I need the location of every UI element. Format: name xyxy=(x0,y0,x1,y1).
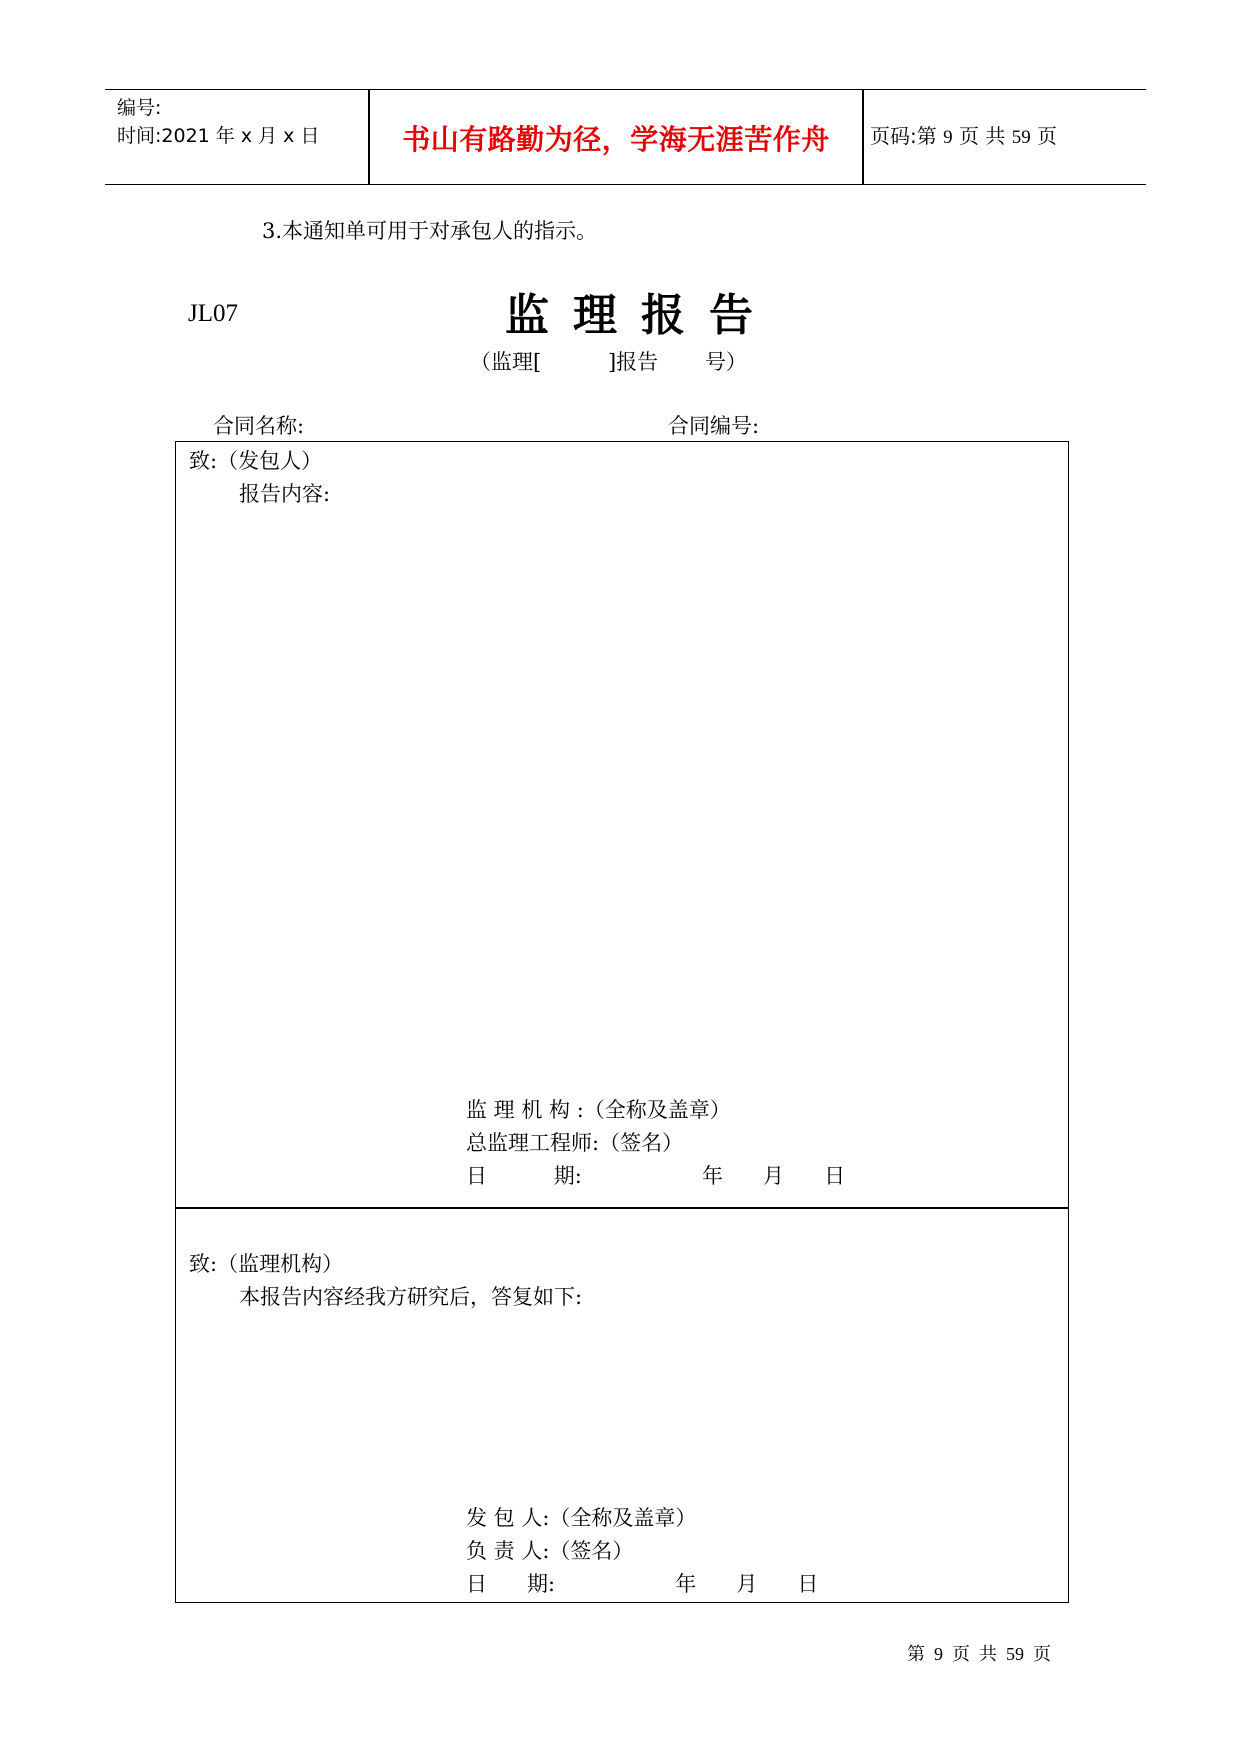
reply-text: 本报告内容经我方研究后，答复如下: xyxy=(239,1285,583,1309)
responsible-person-line: 负 责 人:（签名） xyxy=(466,1539,634,1563)
date-line: 日 期: 年 月 日 xyxy=(466,1572,819,1596)
page-footer: 第 9 页 共 59 页 xyxy=(907,1644,1051,1664)
page-header xyxy=(105,89,1146,185)
report-content-label: 报告内容: xyxy=(239,482,331,506)
header-motto: 书山有路勤为径，学海无涯苦作舟 xyxy=(402,123,830,156)
addressee-supervision: 致:（监理机构） xyxy=(189,1252,344,1276)
header-page-info xyxy=(870,120,1057,149)
number-label: 编号: xyxy=(117,97,162,119)
supervision-org-line: 监 理 机 构 :（全称及盖章） xyxy=(466,1098,731,1122)
section-divider xyxy=(176,1207,1068,1209)
page-suffix: 页 xyxy=(1037,124,1058,148)
page-total: 59 xyxy=(1011,127,1031,148)
document-subtitle: （监理[ ]报告 号） xyxy=(470,350,747,374)
contract-number-label: 合同编号: xyxy=(668,414,760,438)
instruction-note: 3.本通知单可用于对承包人的指示。 xyxy=(262,219,598,243)
chief-engineer-line: 总监理工程师:（签名） xyxy=(466,1131,684,1155)
date-line: 日 期: 年 月 日 xyxy=(466,1164,846,1188)
header-divider xyxy=(862,90,864,184)
report-form xyxy=(175,441,1069,1603)
page-mid: 页 共 xyxy=(958,124,1006,148)
employer-line: 发 包 人:（全称及盖章） xyxy=(466,1506,697,1530)
contract-name-label: 合同名称: xyxy=(213,414,305,438)
header-info xyxy=(117,94,319,150)
form-code: JL07 xyxy=(188,300,238,327)
document-title: 监理报告 xyxy=(505,290,777,341)
addressee-employer: 致:（发包人） xyxy=(189,449,323,473)
time-label: 时间:2021 年 x 月 x 日 xyxy=(117,125,320,147)
page-prefix: 页码:第 xyxy=(870,124,937,148)
page-current: 9 xyxy=(943,127,953,148)
